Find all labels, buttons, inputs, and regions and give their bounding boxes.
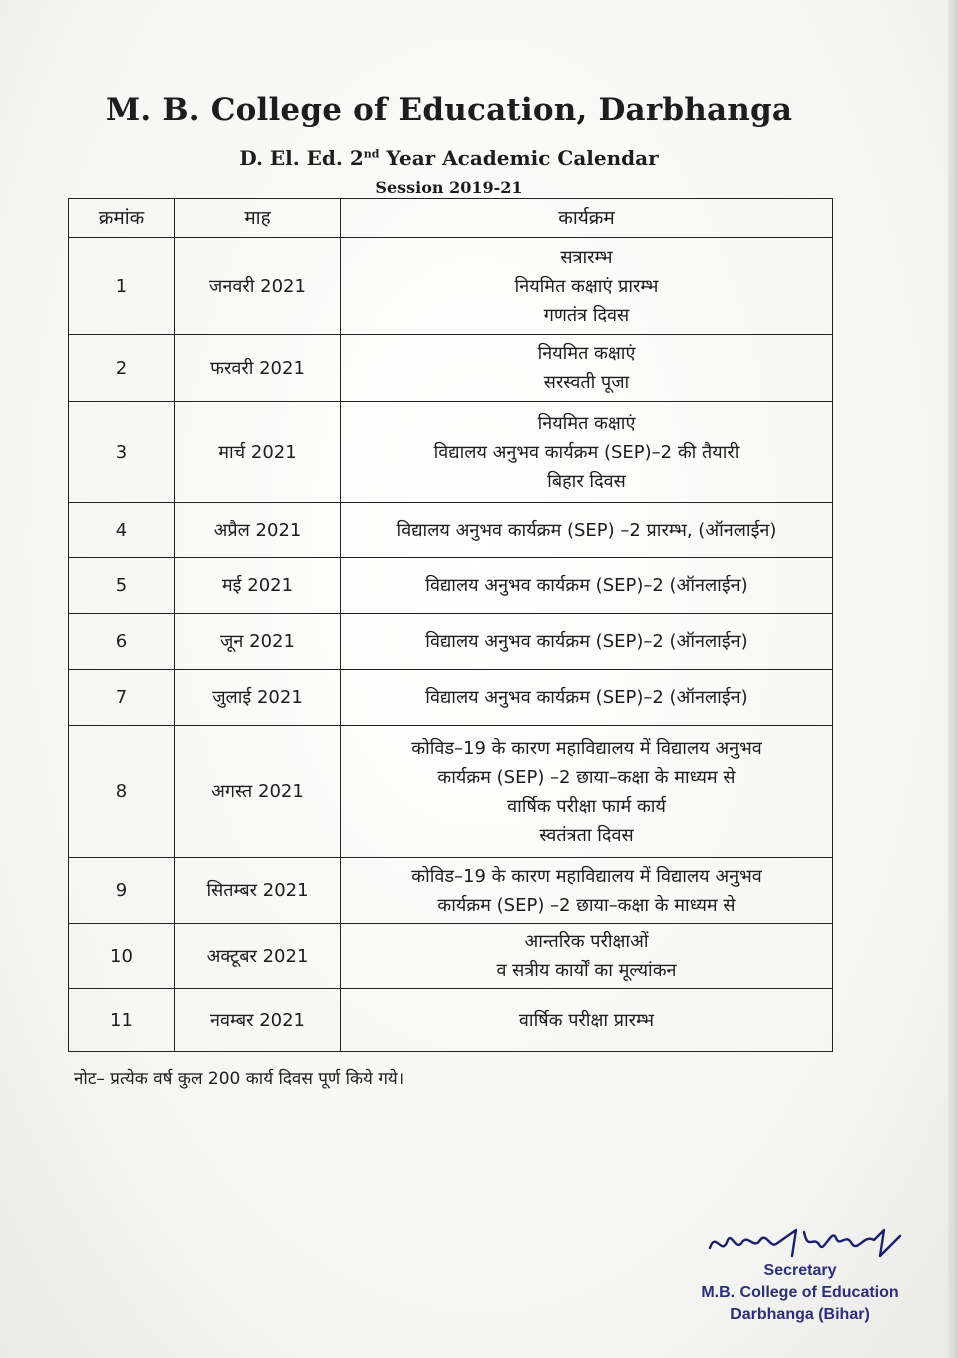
program-line: विद्यालय अनुभव कार्यक्रम (SEP)–2 (ऑनलाईन): [425, 575, 748, 596]
program-line: व सत्रीय कार्यों का मूल्यांकन: [496, 960, 677, 981]
header-month: माह: [175, 199, 341, 238]
row-program: [341, 726, 833, 858]
secretary-stamp: [680, 1260, 920, 1326]
row-program: [341, 924, 833, 989]
program-line: कार्यक्रम (SEP) –2 छाया–कक्षा के माध्यम से: [437, 894, 736, 916]
program-line: विद्यालय अनुभव कार्यक्रम (SEP)–2 (ऑनलाईन): [425, 687, 748, 708]
signature-block: [680, 1222, 920, 1342]
program-line: नियमित कक्षाएं: [537, 412, 636, 434]
calendar-subtitle: [0, 146, 898, 170]
subtitle-ordinal: nd: [363, 147, 380, 161]
subtitle-prefix: D. El. Ed. 2: [239, 146, 364, 170]
stamp-line-1: Secretary: [763, 1262, 837, 1279]
table-row: [69, 503, 833, 558]
row-month: जनवरी 2021: [175, 238, 341, 335]
row-serial-number: 2: [69, 335, 175, 402]
program-line: विद्यालय अनुभव कार्यक्रम (SEP)–2 की तैयारी: [433, 441, 740, 463]
row-month: अप्रैल 2021: [175, 503, 341, 558]
table-row: [69, 858, 833, 924]
row-serial-number: 9: [69, 858, 175, 924]
handwritten-signature-icon: [704, 1222, 914, 1262]
subtitle-suffix: Year Academic Calendar: [379, 146, 659, 170]
row-program: [341, 670, 833, 726]
table-row: [69, 614, 833, 670]
row-month: मई 2021: [175, 558, 341, 614]
program-line: विद्यालय अनुभव कार्यक्रम (SEP)–2 (ऑनलाईन): [425, 631, 748, 652]
row-month: अगस्त 2021: [175, 726, 341, 858]
program-line: गणतंत्र दिवस: [543, 304, 630, 326]
row-program: [341, 402, 833, 503]
program-line: बिहार दिवस: [547, 470, 626, 492]
stamp-line-3: Darbhanga (Bihar): [730, 1306, 870, 1323]
table-header-row: [69, 199, 833, 238]
table-row: [69, 989, 833, 1052]
row-serial-number: 5: [69, 558, 175, 614]
table-row: [69, 402, 833, 503]
row-month: जुलाई 2021: [175, 670, 341, 726]
table-body: [69, 238, 833, 1052]
header-serial: क्रमांक: [69, 199, 175, 238]
row-serial-number: 10: [69, 924, 175, 989]
stamp-line-2: M.B. College of Education: [701, 1284, 899, 1301]
row-program: [341, 238, 833, 335]
program-line: सरस्वती पूजा: [543, 372, 630, 393]
program-line: सत्रारम्भ: [560, 246, 613, 268]
table-row: [69, 924, 833, 989]
paper-edge: [948, 0, 958, 1358]
row-program: [341, 335, 833, 402]
row-serial-number: 7: [69, 670, 175, 726]
program-line: वार्षिक परीक्षा प्रारम्भ: [518, 1009, 655, 1031]
row-program: [341, 614, 833, 670]
program-line: आन्तरिक परीक्षाओं: [524, 931, 649, 952]
header-program: कार्यक्रम: [341, 199, 833, 238]
row-program: [341, 558, 833, 614]
program-line: नियमित कक्षाएं प्रारम्भ: [514, 275, 659, 297]
table-row: [69, 726, 833, 858]
session-label: Session 2019-21: [375, 178, 523, 197]
footer-note: नोट– प्रत्येक वर्ष कुल 200 कार्य दिवस पूर्ण किये गये।: [74, 1069, 405, 1089]
row-month: अक्टूबर 2021: [175, 924, 341, 989]
program-line: नियमित कक्षाएं: [537, 343, 636, 364]
row-serial-number: 8: [69, 726, 175, 858]
table-row: [69, 670, 833, 726]
row-month: फरवरी 2021: [175, 335, 341, 402]
row-month: जून 2021: [175, 614, 341, 670]
program-line: कार्यक्रम (SEP) –2 छाया–कक्षा के माध्यम से: [437, 766, 736, 788]
program-line: कोविड–19 के कारण महाविद्यालय में विद्यालय अनुभव: [411, 737, 762, 759]
row-serial-number: 11: [69, 989, 175, 1052]
row-program: [341, 989, 833, 1052]
row-month: सितम्बर 2021: [175, 858, 341, 924]
table-row: [69, 558, 833, 614]
table-row: [69, 238, 833, 335]
row-serial-number: 4: [69, 503, 175, 558]
row-program: [341, 503, 833, 558]
college-title: M. B. College of Education, Darbhanga: [105, 92, 793, 128]
academic-calendar-table: [68, 198, 833, 1052]
row-month: नवम्बर 2021: [175, 989, 341, 1052]
program-line: स्वतंत्रता दिवस: [539, 824, 634, 846]
program-line: वार्षिक परीक्षा फार्म कार्य: [507, 795, 666, 817]
table-row: [69, 335, 833, 402]
program-line: कोविड–19 के कारण महाविद्यालय में विद्यालय अनुभव: [411, 865, 762, 887]
row-month: मार्च 2021: [175, 402, 341, 503]
program-line: विद्यालय अनुभव कार्यक्रम (SEP) –2 प्रारम्भ, (ऑनलाईन): [396, 519, 777, 541]
row-program: [341, 858, 833, 924]
row-serial-number: 6: [69, 614, 175, 670]
row-serial-number: 1: [69, 238, 175, 335]
row-serial-number: 3: [69, 402, 175, 503]
